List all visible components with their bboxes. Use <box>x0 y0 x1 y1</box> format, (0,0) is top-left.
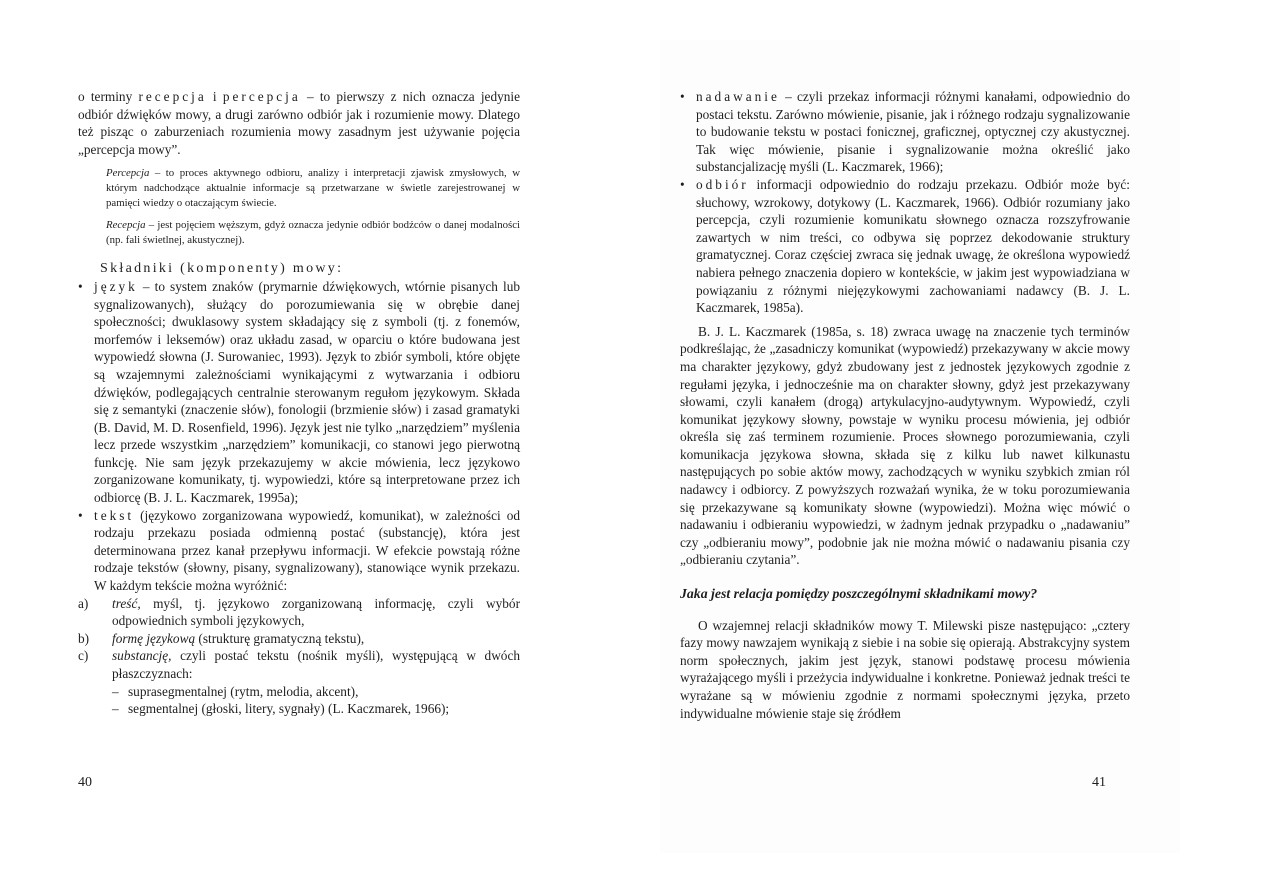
sub-item-text: czyli postać tekstu (nośnik myśli), występującą w dwóch płaszczyznach: <box>112 648 520 681</box>
bullet-text: informacji odpowiednio do rodzaju przekazu. Odbiór może być: słuchowy, wzrokowy, dotykowy (L. Kaczmarek, 1966). Odbiór rozumiany jako percepcja, czyli rozumienie komunikatu słownego oznacza rozszyfrowanie zawartych w nim treści, co odbywa się poprzez dekodowanie struktury gramatycznej. Coraz częściej zwraca się jednak uwagę, że określona wypowiedź nabiera pełnego znaczenia dopiero w kontekście, w jakim jest wypowiadziana w powiązaniu z różnymi niejęzykowymi zachowaniami nadawcy (B. J. L. Kaczmarek, 1985a). <box>696 176 1130 316</box>
list-item-odbior <box>680 176 1130 317</box>
sub-item-substancja <box>78 647 520 717</box>
kaczmarek-paragraph: B. J. L. Kaczmarek (1985a, s. 18) zwraca uwagę na znaczenie tych terminów podkreślając, że „zasadniczy komunikat (wypowiedź) przekazywany w akcie mowy ma charakter językowy, gdyż zbudowany jest z jednostek językowych zgodnie z regułami języka, i jednocześnie ma on charakter słowny, gdyż jest przekazywany słowami, czyli kanałem (drogą) artykulacyjno-audytywnym. Wypowiedź, czyli komunikat językowy słowny, powstaje w wyniku procesu mówienia, jej odbiór określa się zaś terminem rozumienie. Proces słownego porozumiewania, czyli komunikacja językowa słowna, składa się z kilku lub nawet kilkunastu następujących po sobie aktów mowy, zachodzących w wyniku szybkich zmian ról nadawcy i odbiorcy. Z powyższych rozważań wynika, że w toku porozumiewania się przekazywane są komunikaty słowne (wypowiedzi). Można więc mówić o nadawaniu i odbieraniu wypowiedzi, w żadnym jednak przypadku o „nadawaniu” czy „odbieraniu mowy”, podobnie jak nie można mówić o nadawaniu pisania czy „odbieraniu czytania”. <box>680 323 1130 568</box>
bullet-term: tekst <box>94 507 135 523</box>
definition-recepcja <box>106 218 520 247</box>
list-item-nadawanie <box>680 88 1130 176</box>
definition-text: – to proces aktywnego odbioru, analizy i interpretacji zjawisk zmysłowych, w którym nadchodzące aktualnie informacje są przetwarzane w świetle zarejestrowanej w pamięci wiedzy o otaczającym świecie. <box>106 167 520 209</box>
bullet-text: – czyli przekaz informacji różnymi kanałami, odpowiednio do postaci tekstu. Zarówno mówienie, pisanie, jak i różnego rodzaju sygnalizowanie to budowanie tekstu w postaci fonicznej, graficznej, optycznej czy akustycznej. Tak więc mówienie, pisanie i sygnalizowanie można określić jako substancjalizację myśli (L. Kaczmarek, 1966); <box>696 89 1130 175</box>
bullet-text: – to system znaków (prymarnie dźwiękowych, wtórnie pisanych lub sygnalizowanych), służący do porozumiewania się w obrębie danej społeczności; dwuklasowy system składający się z symboli (tj. z fonemów, morfemów i leksemów) oraz układu zasad, w oparciu o które budowana jest wypowiedź słowna (J. Surowaniec, 1993). Język to zbiór symboli, które objęte są wzajemnymi zależnościami wynikającymi z wytwarzania i odbioru dźwięków, podlegających centralnie sterowanym regułom językowym. Składa się z semantyki (znaczenie słów), fonologii (brzmienie słów) i zasad gramatyki (B. David, M. D. Rosenfield, 1996). Język jest nie tylko „narzędziem” myślenia lecz przede wszystkim „narzędziem” komunikacji, co stanowi jego pierwotną funkcję. Nie sam język przekazujemy w akcie mówienia, lecz językowo zorganizowane komunikaty, tj. wypowiedzi, które są interpretowane przez ich odbiorcę (B. J. L. Kaczmarek, 1995a); <box>94 278 520 506</box>
bullet-term: język <box>94 278 138 294</box>
dash-item: – suprasegmentalnej (rytm, melodia, akcent), <box>112 683 520 701</box>
sub-item-text: (strukturę gramatyczną tekstu), <box>195 630 365 646</box>
intro-paragraph <box>78 88 520 158</box>
bullet-term: odbiór <box>696 176 749 192</box>
page-number-left: 40 <box>78 775 92 790</box>
sub-item-label: b) <box>78 630 90 646</box>
intro-text-start: o terminy <box>78 89 139 104</box>
section-heading: Składniki (komponenty) mowy: <box>100 261 344 277</box>
definition-text: – jest pojęciem węższym, gdyż oznacza jedynie odbiór bodźców o danej modalności (np. fali świetlnej, akustycznej). <box>106 219 520 246</box>
intro-text-end: – to pierwszy z nich oznacza jedynie odbiór dźwięków mowy, a drugi zarówno odbiór jak i rozumienie mowy. Dlatego też pisząc o zaburzeniach rozumienia mowy zasadnym jest używanie pojęcia „percepcja mowy”. <box>78 89 521 157</box>
components-list <box>78 278 520 595</box>
term-recepcja: recepcja <box>138 89 207 104</box>
bullet-term: nadawanie <box>696 89 780 104</box>
sub-item-label: c) <box>78 648 89 664</box>
definitions-block <box>78 166 520 247</box>
milewski-paragraph: O wzajemnej relacji składników mowy T. Milewski pisze następująco: „cztery fazy mowy nawzajem wynikają z siebie i na sobie się opierają. Abstrakcyjny system norm społecznych, jakim jest język, stanowi podstawę procesu mówienia wyrażającego myśli i przeżycia indywidualne i konkretne. Ponieważ jednak treści te wyrażane są w mówieniu zgodnie z normami społecznymi języka, przeto indywidualne mówienie staje się źródłem <box>680 617 1130 721</box>
right-page <box>660 40 1180 853</box>
section-question-heading: Jaka jest relacja pomiędzy poszczególnymi składnikami mowy? <box>680 586 1038 602</box>
sub-item-tresc <box>78 595 520 630</box>
definition-term: Percepcja <box>106 167 150 180</box>
term-percepcja: percepcja <box>222 89 301 104</box>
bullet-text: (językowo zorganizowana wypowiedź, komunikat), w zależności od rodzaju przekazu posiada odmienną postać (substancję), która jest determinowana przez kanał przepływu informacji. W efekcie powstają różne rodzaje tekstów (słowny, pisany, sygnalizowany), stanowiące wynik przekazu. W każdym tekście można wyróżnić: <box>94 507 520 594</box>
sub-item-term: substancję, <box>112 648 172 664</box>
substance-planes-list <box>112 683 520 718</box>
list-item-jezyk <box>78 278 520 507</box>
text-elements-list <box>78 595 520 718</box>
sub-item-text: myśl, tj. językowo zorganizowaną informację, czyli wybór odpowiednich symboli językowych, <box>112 595 520 629</box>
page-number-right: 41 <box>1092 775 1106 790</box>
right-page-content <box>680 88 1130 722</box>
definition-term: Recepcja <box>106 219 146 232</box>
left-page <box>30 40 552 853</box>
definition-percepcja <box>106 166 520 210</box>
list-item-tekst <box>78 507 520 595</box>
dash-item: – segmentalnej (głoski, litery, sygnały) (L. Kaczmarek, 1966); <box>112 700 520 718</box>
intro-conjunction: i <box>206 89 223 104</box>
sub-item-forma <box>78 630 520 648</box>
components-list-continued <box>680 88 1130 317</box>
left-page-content <box>78 88 520 718</box>
sub-item-label: a) <box>78 595 89 611</box>
sub-item-term: formę językową <box>112 630 196 646</box>
sub-item-term: treść, <box>112 595 141 611</box>
